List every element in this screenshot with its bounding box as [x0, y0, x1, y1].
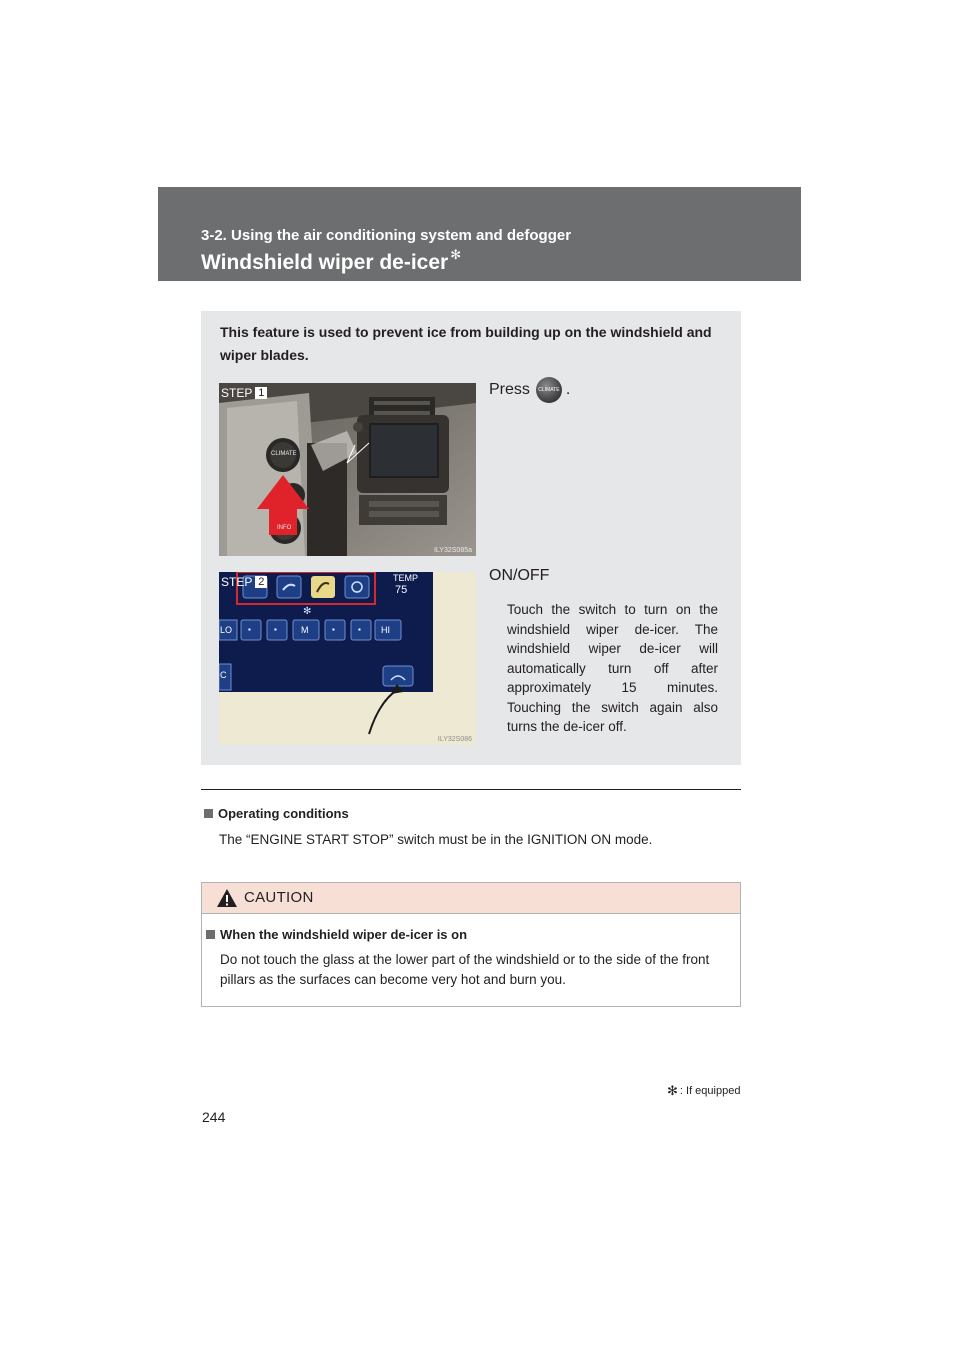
fan-step-2-label: ▪ [274, 625, 277, 634]
img-button-label-climate: CLIMATE [271, 451, 297, 457]
caution-heading [206, 927, 467, 942]
warning-triangle-icon [216, 888, 238, 908]
fan-step-5-label: ▪ [358, 625, 361, 634]
screen-side-label: C [220, 670, 227, 680]
press-text: Press [489, 381, 530, 398]
step2-illustration [219, 572, 476, 745]
intro-text: This feature is used to prevent ice from building up on the windshield and wiper blades. [220, 324, 712, 363]
fan-step-1-label: ▪ [248, 625, 251, 634]
caution-text: Do not touch the glass at the lower part of the windshield or to the side of the front pillars as the surfaces can become very hot and burn you. [220, 952, 710, 987]
if-equipped-icon: ✻ [667, 1083, 678, 1098]
screen-temp-value: 75 [395, 584, 408, 596]
fan-step-4-label: ▪ [332, 625, 335, 634]
caution-label: CAUTION [244, 889, 314, 906]
page-title-text: Windshield wiper de-icer [201, 251, 449, 274]
climate-button-icon: CLIMATE [536, 377, 562, 403]
step1-badge [221, 385, 267, 400]
caution-box [201, 882, 741, 1007]
section-divider [201, 789, 741, 790]
climate-screen-photo [219, 572, 476, 745]
page-title [201, 249, 461, 275]
step2-image-code: ILY32S086 [437, 736, 472, 743]
img-button-label-info: INFO [277, 525, 292, 531]
svg-text:✻: ✻ [303, 606, 312, 617]
press-text-end: . [565, 381, 571, 398]
step2-badge [221, 574, 267, 589]
if-equipped-mark: ✻ [450, 247, 462, 262]
caution-header [202, 883, 740, 914]
step1-illustration [219, 383, 476, 556]
operating-conditions-text: The “ENGINE START STOP” switch must be in the IGNITION ON mode. [219, 832, 653, 847]
step1-badge-number: 1 [255, 387, 267, 399]
step1-instruction [489, 377, 570, 403]
step1-image-code: ILY32S085a [433, 547, 472, 554]
step2-heading: ON/OFF [489, 567, 550, 584]
operating-conditions-heading-text: Operating conditions [218, 806, 349, 821]
page-header [158, 187, 801, 281]
fan-lo-label: LO [220, 625, 233, 635]
section-title: 3-2. Using the air conditioning system and defogger [201, 227, 572, 244]
footnote-text: : If equipped [679, 1085, 741, 1097]
fan-hi-label: HI [381, 625, 390, 635]
procedure-panel [201, 311, 741, 765]
fan-m-label: M [301, 625, 309, 635]
step1-badge-label: STEP [221, 385, 253, 400]
screen-temp-label: TEMP [393, 573, 419, 583]
console-photo [219, 383, 476, 556]
operating-conditions-heading [204, 806, 349, 821]
step2-badge-number: 2 [255, 576, 267, 588]
page-number: 244 [202, 1109, 226, 1125]
square-bullet-icon [204, 809, 213, 818]
square-bullet-icon [206, 930, 215, 939]
step2-description: Touch the switch to turn on the windshield wiper de-icer. The windshield wiper de-icer will automatically turn off after approximately 15 minutes. Touching the switch again also turns the de-icer off. [507, 602, 718, 734]
step2-badge-label: STEP [221, 574, 253, 589]
caution-heading-text: When the windshield wiper de-icer is on [220, 927, 468, 942]
footnote [667, 1083, 740, 1099]
